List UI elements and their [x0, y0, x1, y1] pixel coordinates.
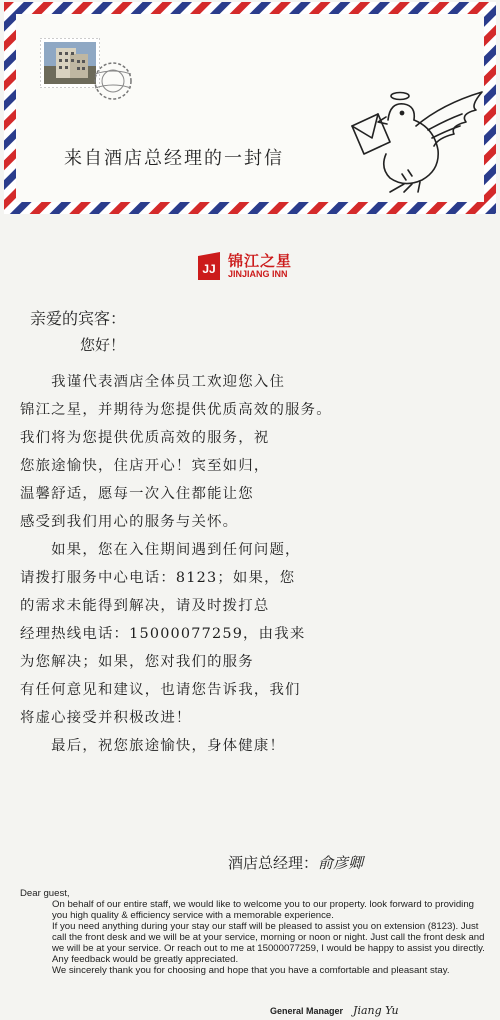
logo-mark-text: JJ [202, 262, 216, 276]
cn-line: 最后，祝您旅途愉快，身体健康！ [20, 738, 286, 754]
cn-line: 感受到我们用心的服务与关怀。 [20, 514, 239, 530]
postmark-icon [92, 60, 134, 106]
en-greeting: Dear guest, [20, 888, 70, 899]
cn-signature: 俞彦卿 [318, 854, 364, 872]
en-paragraph: If you need anything during your stay our staff will be pleased to assist you on extension (8123). Just call the front desk and we will be at your service, morning or noon or night. Just call the front desk and we will be at your service. Or reach out to me at 15000077259, I would be happy to assist you directly. Any feedback would be greatly appreciated. [52, 921, 485, 965]
en-paragraph: We sincerely thank you for choosing and hope that you have a comfortable and pleasant stay. [52, 965, 450, 976]
cn-line: 我谨代表酒店全体员工欢迎您入住 [20, 374, 286, 390]
cn-line: 为您解决；如果，您对我们的服务 [20, 654, 254, 670]
cn-line: 的需求未能得到解决，请及时拨打总 [20, 598, 270, 614]
jinjiang-logo-icon [196, 252, 222, 280]
logo-chinese-name: 锦江之星 [228, 251, 293, 270]
cn-line: 温馨舒适，愿每一次入住都能让您 [20, 486, 254, 502]
dove-with-letter-icon [342, 84, 492, 198]
cn-line: 我们将为您提供优质高效的服务，祝 [20, 430, 270, 446]
cn-line: 锦江之星，并期待为您提供优质高效的服务。 [20, 402, 332, 418]
en-signoff-label: General Manager [270, 1006, 344, 1016]
airmail-envelope [4, 2, 496, 214]
logo-english-name: JINJIANG INN [228, 268, 288, 279]
en-signature: Jiang Yu [353, 1004, 399, 1017]
cn-line: 如果，您在入住期间遇到任何问题， [20, 542, 301, 558]
cn-signoff-label: 酒店总经理： [228, 854, 319, 872]
cn-body [20, 368, 490, 760]
jinjiang-inn-logo [196, 252, 292, 280]
hotel-stamp-icon [40, 38, 100, 92]
en-signoff [270, 1004, 399, 1017]
cn-line: 有任何意见和建议，也请您告诉我，我们 [20, 682, 301, 698]
cn-signoff [228, 852, 363, 873]
en-paragraph: On behalf of our entire staff, we would like to welcome you to our property. look forward to providing you high quality & efficiency service with a memorable experience. [52, 899, 474, 921]
cn-line: 经理热线电话：15000077259，由我来 [20, 626, 306, 642]
cn-line: 请拨打服务中心电话：8123；如果，您 [20, 570, 296, 586]
english-letter [20, 888, 490, 976]
cn-greeting: 亲爱的宾客： [30, 309, 127, 328]
cn-hello: 您好！ [80, 336, 126, 354]
envelope-title: 来自酒店总经理的一封信 [64, 148, 284, 169]
cn-line: 您旅途愉快，住店开心！宾至如归， [20, 458, 270, 474]
cn-line: 将虚心接受并积极改进！ [20, 710, 192, 726]
